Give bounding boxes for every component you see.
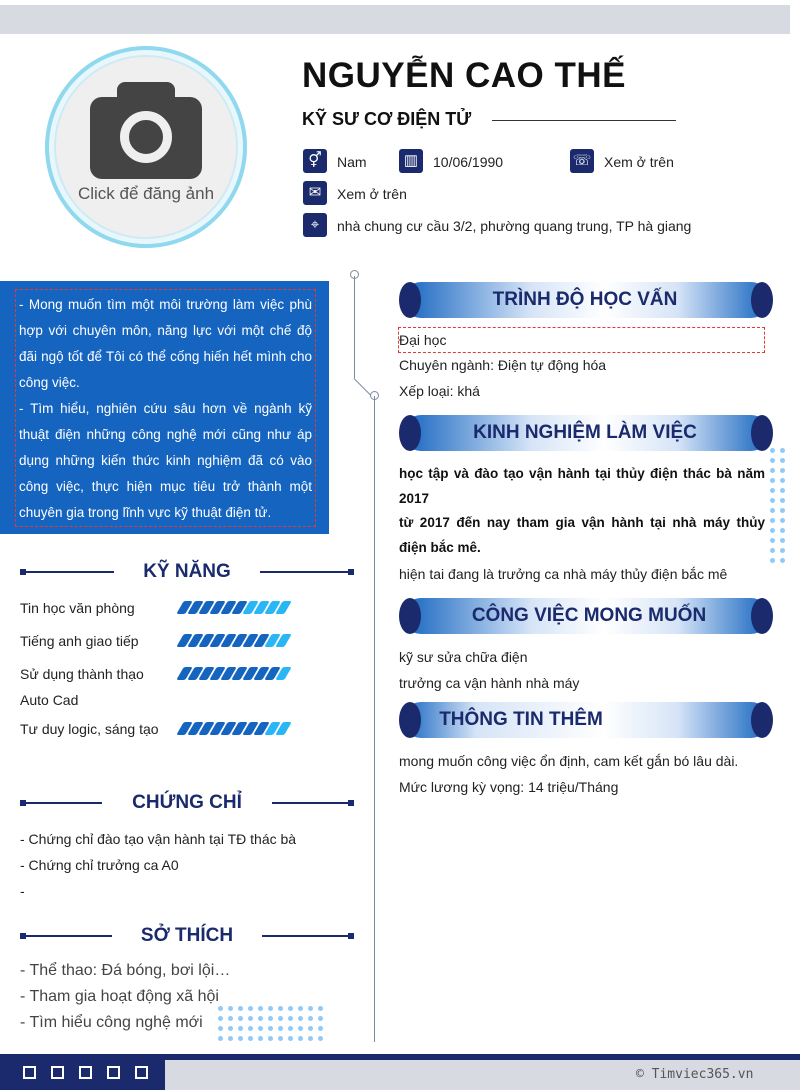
footer-square: [51, 1066, 64, 1079]
hobby-item: - Tham gia hoạt động xã hội: [20, 988, 219, 1005]
decorative-dot: [278, 1016, 283, 1021]
gender-value: Nam: [337, 154, 367, 170]
hobby-item: - Thể thao: Đá bóng, bơi lội…: [20, 962, 231, 979]
extra-info-heading: THÔNG TIN THÊM: [439, 709, 603, 730]
decorative-dot: [278, 1006, 283, 1011]
envelope-icon: ✉: [303, 181, 327, 205]
hobby-item: - Tìm hiểu công nghệ mới: [20, 1014, 203, 1031]
footer-square: [135, 1066, 148, 1079]
heading-marker: [348, 800, 354, 806]
education-level: Đại học: [399, 332, 447, 348]
decorative-dot: [268, 1036, 273, 1041]
timeline-line: [374, 396, 375, 1042]
decorative-dot: [268, 1026, 273, 1031]
decorative-dot: [288, 1016, 293, 1021]
decorative-dot: [780, 498, 785, 503]
extra-info-item: mong muốn công việc ổn định, cam kết gắn bó lâu dài.: [399, 753, 739, 769]
decorative-dot: [228, 1016, 233, 1021]
decorative-dot: [228, 1026, 233, 1031]
decorative-dot: [318, 1016, 323, 1021]
decorative-dot: [308, 1016, 313, 1021]
decorative-dot: [770, 468, 775, 473]
decorative-dot: [248, 1016, 253, 1021]
title-divider: [492, 120, 676, 121]
skill-level-bar: [180, 667, 288, 680]
objective-line-2: - Tìm hiểu, nghiên cứu sâu hơn về ngành kỹ thuật điện những công nghệ mới cũng như áp dụng những kiến thức kinh nghiệm đã có vào công việc, thực hiện mục tiêu trở thành một chuyên gia trong lĩnh vực kỹ thuật điện tử.: [19, 401, 312, 520]
ribbon-cap: [751, 282, 773, 318]
certificate-item: -: [20, 883, 25, 899]
desired-job-item: trưởng ca vận hành nhà máy: [399, 675, 580, 691]
education-heading: TRÌNH ĐỘ HỌC VẤN: [492, 289, 678, 310]
decorative-dot: [238, 1006, 243, 1011]
ribbon-cap: [751, 702, 773, 738]
birthday-value: 10/06/1990: [433, 154, 504, 170]
gender-icon: ⚥: [303, 149, 327, 173]
top-bar: [0, 5, 790, 34]
decorative-dot: [770, 508, 775, 513]
decorative-dot: [298, 1036, 303, 1041]
decorative-dot: [228, 1036, 233, 1041]
footer-square: [107, 1066, 120, 1079]
decorative-dot: [780, 468, 785, 473]
decorative-dot: [770, 538, 775, 543]
certificate-item: - Chứng chỉ đào tạo vận hành tại TĐ thác bà: [20, 831, 297, 847]
footer-square: [79, 1066, 92, 1079]
heading-rule: [262, 935, 348, 937]
skill-name: Tiếng anh giao tiếp: [20, 633, 139, 649]
heading-marker: [348, 933, 354, 939]
ribbon-cap: [399, 702, 421, 738]
objective-line-1: - Mong muốn tìm một môi trường làm việc phù hợp với chuyên môn, năng lực với một chế độ đãi ngộ tốt để Tôi có thể cống hiến hết mình cho công việc.: [19, 297, 312, 390]
experience-current: hiện tai đang là trưởng ca nhà máy thủy điện bắc mê: [399, 566, 728, 582]
decorative-dot: [218, 1016, 223, 1021]
ribbon-cap: [751, 415, 773, 451]
timeline-line: [354, 276, 355, 378]
objective-text[interactable]: [15, 289, 316, 527]
decorative-dot: [278, 1026, 283, 1031]
ribbon-cap: [399, 282, 421, 318]
decorative-dot: [770, 458, 775, 463]
email-value: Xem ở trên: [337, 186, 407, 202]
decorative-dot: [238, 1036, 243, 1041]
decorative-dot: [218, 1026, 223, 1031]
decorative-dot: [238, 1016, 243, 1021]
skill-name: Tin học văn phòng: [20, 600, 135, 616]
decorative-dot: [258, 1016, 263, 1021]
photo-upload-label[interactable]: Click để đăng ảnh: [77, 184, 215, 203]
heading-rule: [26, 802, 102, 804]
phone-icon: ☏: [570, 149, 594, 173]
decorative-dot: [278, 1036, 283, 1041]
decorative-dot: [780, 488, 785, 493]
decorative-dot: [770, 488, 775, 493]
location-pin-icon: ⌖: [303, 213, 327, 237]
education-level-field[interactable]: [398, 327, 765, 353]
skill-name: Sử dụng thành thạo Auto Cad: [20, 666, 144, 708]
decorative-dot: [248, 1036, 253, 1041]
decorative-dot: [780, 448, 785, 453]
decorative-dot: [238, 1026, 243, 1031]
decorative-dot: [780, 558, 785, 563]
decorative-dot: [298, 1016, 303, 1021]
experience-item: từ 2017 đến nay tham gia vận hành tại nhà máy thủy điện bắc mê.: [399, 515, 765, 555]
heading-rule: [272, 802, 348, 804]
decorative-dot: [218, 1006, 223, 1011]
address-value: nhà chung cư cầu 3/2, phường quang trung, TP hà giang: [337, 218, 692, 234]
decorative-dot: [218, 1036, 223, 1041]
candidate-name: NGUYỄN CAO THẾ: [302, 56, 626, 95]
phone-value: Xem ở trên: [604, 154, 674, 170]
certificate-item: - Chứng chỉ trưởng ca A0: [20, 857, 179, 873]
decorative-dot: [288, 1036, 293, 1041]
certificates-heading: CHỨNG CHỈ: [132, 792, 242, 813]
decorative-dot: [248, 1006, 253, 1011]
watermark: © Timviec365.vn: [636, 1067, 754, 1082]
decorative-dot: [228, 1006, 233, 1011]
skill-level-bar: [180, 634, 288, 647]
heading-rule: [260, 571, 348, 573]
decorative-dot: [258, 1036, 263, 1041]
ribbon-cap: [399, 415, 421, 451]
skills-heading: KỸ NĂNG: [143, 561, 231, 582]
ribbon-cap: [751, 598, 773, 634]
decorative-dot: [770, 448, 775, 453]
desired-job-item: kỹ sư sửa chữa điện: [399, 649, 528, 665]
heading-marker: [348, 569, 354, 575]
decorative-dot: [770, 528, 775, 533]
decorative-dot: [268, 1006, 273, 1011]
decorative-dot: [770, 518, 775, 523]
decorative-dot: [318, 1006, 323, 1011]
heading-rule: [26, 571, 114, 573]
decorative-dot: [780, 478, 785, 483]
footer-square: [23, 1066, 36, 1079]
experience-heading: KINH NGHIỆM LÀM VIỆC: [473, 422, 697, 443]
experience-item: học tập và đào tạo vận hành tại thủy điện thác bà năm 2017: [399, 466, 765, 506]
decorative-dot: [780, 548, 785, 553]
hobbies-heading: SỞ THÍCH: [140, 925, 234, 946]
decorative-dot: [268, 1016, 273, 1021]
decorative-dot: [770, 558, 775, 563]
decorative-dot: [288, 1006, 293, 1011]
decorative-dot: [318, 1036, 323, 1041]
camera-icon-lens: [120, 111, 172, 163]
decorative-dot: [770, 478, 775, 483]
decorative-dot: [308, 1006, 313, 1011]
decorative-dot: [780, 458, 785, 463]
job-title: KỸ SƯ CƠ ĐIỆN TỬ: [302, 109, 472, 129]
decorative-dot: [780, 508, 785, 513]
decorative-dot: [308, 1026, 313, 1031]
decorative-dot: [258, 1006, 263, 1011]
decorative-dots: [770, 448, 785, 563]
skill-name: Tư duy logic, sáng tạo: [20, 721, 159, 737]
decorative-dot: [780, 518, 785, 523]
decorative-dot: [258, 1026, 263, 1031]
decorative-dot: [298, 1006, 303, 1011]
decorative-dot: [248, 1026, 253, 1031]
cake-icon: ▥: [399, 149, 423, 173]
heading-rule: [26, 935, 112, 937]
skill-level-bar: [180, 601, 288, 614]
decorative-dot: [308, 1036, 313, 1041]
extra-info-item: Mức lương kỳ vọng: 14 triệu/Tháng: [399, 779, 619, 795]
decorative-dot: [780, 538, 785, 543]
skill-level-bar: [180, 722, 288, 735]
decorative-dot: [288, 1026, 293, 1031]
decorative-dot: [770, 548, 775, 553]
education-rank: Xếp loại: khá: [399, 383, 480, 399]
decorative-dot: [770, 498, 775, 503]
education-major: Chuyên ngành: Điện tự động hóa: [399, 357, 607, 373]
ribbon-cap: [399, 598, 421, 634]
decorative-dot: [318, 1026, 323, 1031]
decorative-dot: [780, 528, 785, 533]
decorative-dot: [298, 1026, 303, 1031]
decorative-dots: [218, 1006, 323, 1041]
desired-job-heading: CÔNG VIỆC MONG MUỐN: [471, 605, 707, 626]
